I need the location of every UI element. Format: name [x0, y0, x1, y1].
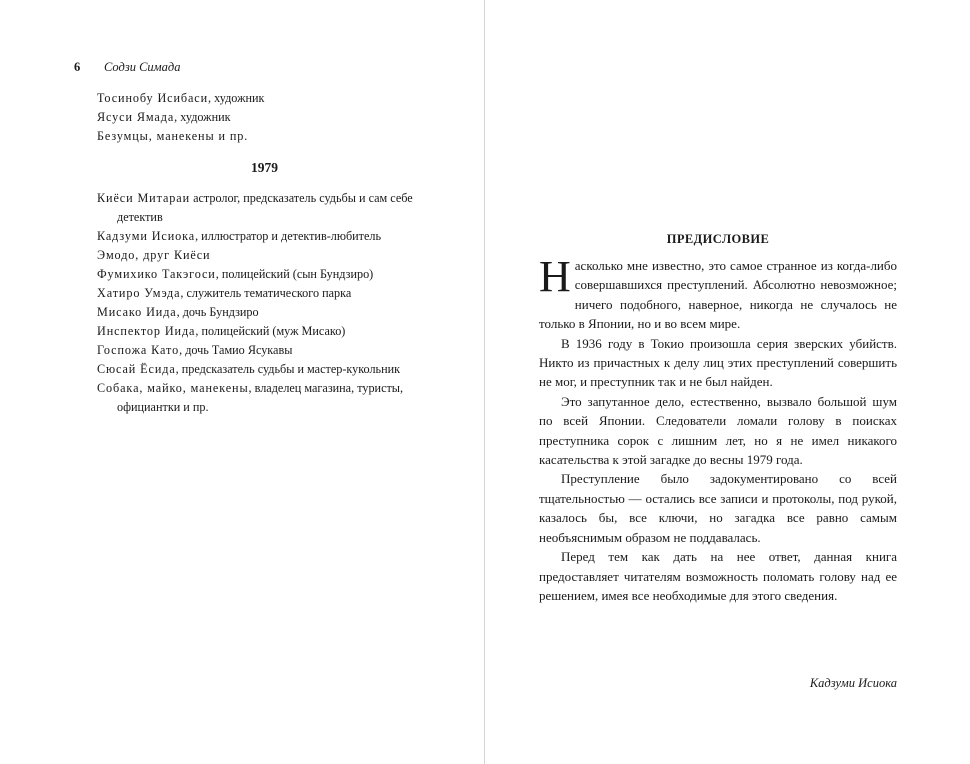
character-desc: , дочь Тамио Ясукавы	[179, 343, 293, 357]
character-name: Ясуси Ямада	[97, 110, 175, 124]
character-name: Сюсай Ёсида	[97, 362, 176, 376]
character-entry	[97, 303, 432, 322]
paragraph	[539, 252, 897, 334]
paragraph: В 1936 году в Токио произошла серия зверских убийств. Никто из причастных к делу лиц этих преступлений совершить не мог, и преступник так и не был найден.	[539, 335, 897, 390]
preface-body	[539, 252, 897, 605]
character-name: Инспектор Иида	[97, 324, 196, 338]
page-number: 6	[74, 60, 81, 74]
paragraph: Перед тем как дать на нее ответ, данная книга предоставляет читателям возможность поломать голову над ее решением, имея все необходимые для этого сведения.	[539, 549, 897, 603]
character-name: Фумихико Такэгоси	[97, 267, 216, 281]
character-entry	[97, 360, 432, 379]
left-page	[0, 0, 484, 764]
paragraph: Это запутанное дело, естественно, вызвало большой шум по всей Японии. Следователи ломали голову в поисках преступника сорок с лишним лет, но я не имел никакого касательства к этой загадке до весны 1979 года.	[539, 393, 897, 468]
character-desc: , дочь Бундзиро	[176, 305, 259, 319]
character-entry	[97, 341, 432, 360]
character-entry	[97, 108, 432, 127]
paragraph: Преступление было задокументировано со всей тщательностью — остались все записи и протоколы, под рукой, казалось бы, все ключи, но загадка все равно самым необъяснимым образом не поддавалась.	[539, 471, 897, 545]
character-desc: , полицейский (сын Бундзиро)	[215, 267, 374, 281]
character-desc: , художник	[174, 110, 231, 124]
character-entry	[97, 127, 432, 146]
character-name: Мисако Иида	[97, 305, 177, 319]
year-heading: 1979	[251, 160, 278, 175]
paragraph-text: асколько мне известно, это самое странное из когда-либо совершавшихся преступлений. Абсолютно невозможное; ничего подобного, наверное, никогда не случалось не только в Японии, но и во всем мире.	[539, 258, 897, 332]
character-name: Киёси Митараи	[97, 191, 191, 205]
running-title: Содзи Симада	[104, 60, 181, 74]
character-entry	[97, 89, 432, 108]
character-entry	[97, 265, 432, 284]
character-entry	[97, 284, 432, 303]
character-name: Безумцы, манекены и пр.	[97, 129, 249, 143]
page-gutter	[484, 0, 485, 764]
character-desc: , полицейский (муж Мисако)	[195, 324, 346, 338]
character-name: Хатиро Умэда	[97, 286, 181, 300]
right-page	[486, 0, 970, 764]
drop-cap: Н	[539, 252, 571, 301]
character-desc: , владелец магазина, туристы, официантки и пр.	[117, 381, 404, 414]
character-desc: , предсказатель судьбы и мастер-кукольник	[175, 362, 401, 376]
page-header	[74, 60, 180, 75]
character-desc: , иллюстратор и детектив-любитель	[195, 229, 382, 243]
character-entry	[97, 379, 432, 417]
character-name: Госпожа Като	[97, 343, 180, 357]
character-name: Кадзуми Исиока	[97, 229, 196, 243]
author-signature: Кадзуми Исиока	[809, 676, 897, 690]
character-desc: астролог, предсказатель судьбы и сам себе детектив	[117, 191, 413, 224]
chapter-title: ПРЕДИСЛОВИЕ	[666, 232, 770, 246]
character-desc: , художник	[208, 91, 265, 105]
character-entry	[97, 246, 432, 265]
character-entry	[97, 189, 432, 227]
character-desc: , служитель тематического парка	[180, 286, 352, 300]
character-entry	[97, 227, 432, 246]
character-entry	[97, 322, 432, 341]
character-name: Тосинобу Исибаси	[97, 91, 209, 105]
character-name: Собака, майко, манекены	[97, 381, 249, 395]
character-name: Эмодо, друг Киёси	[97, 248, 211, 262]
character-list-2	[97, 189, 432, 417]
character-list-1	[97, 89, 432, 146]
